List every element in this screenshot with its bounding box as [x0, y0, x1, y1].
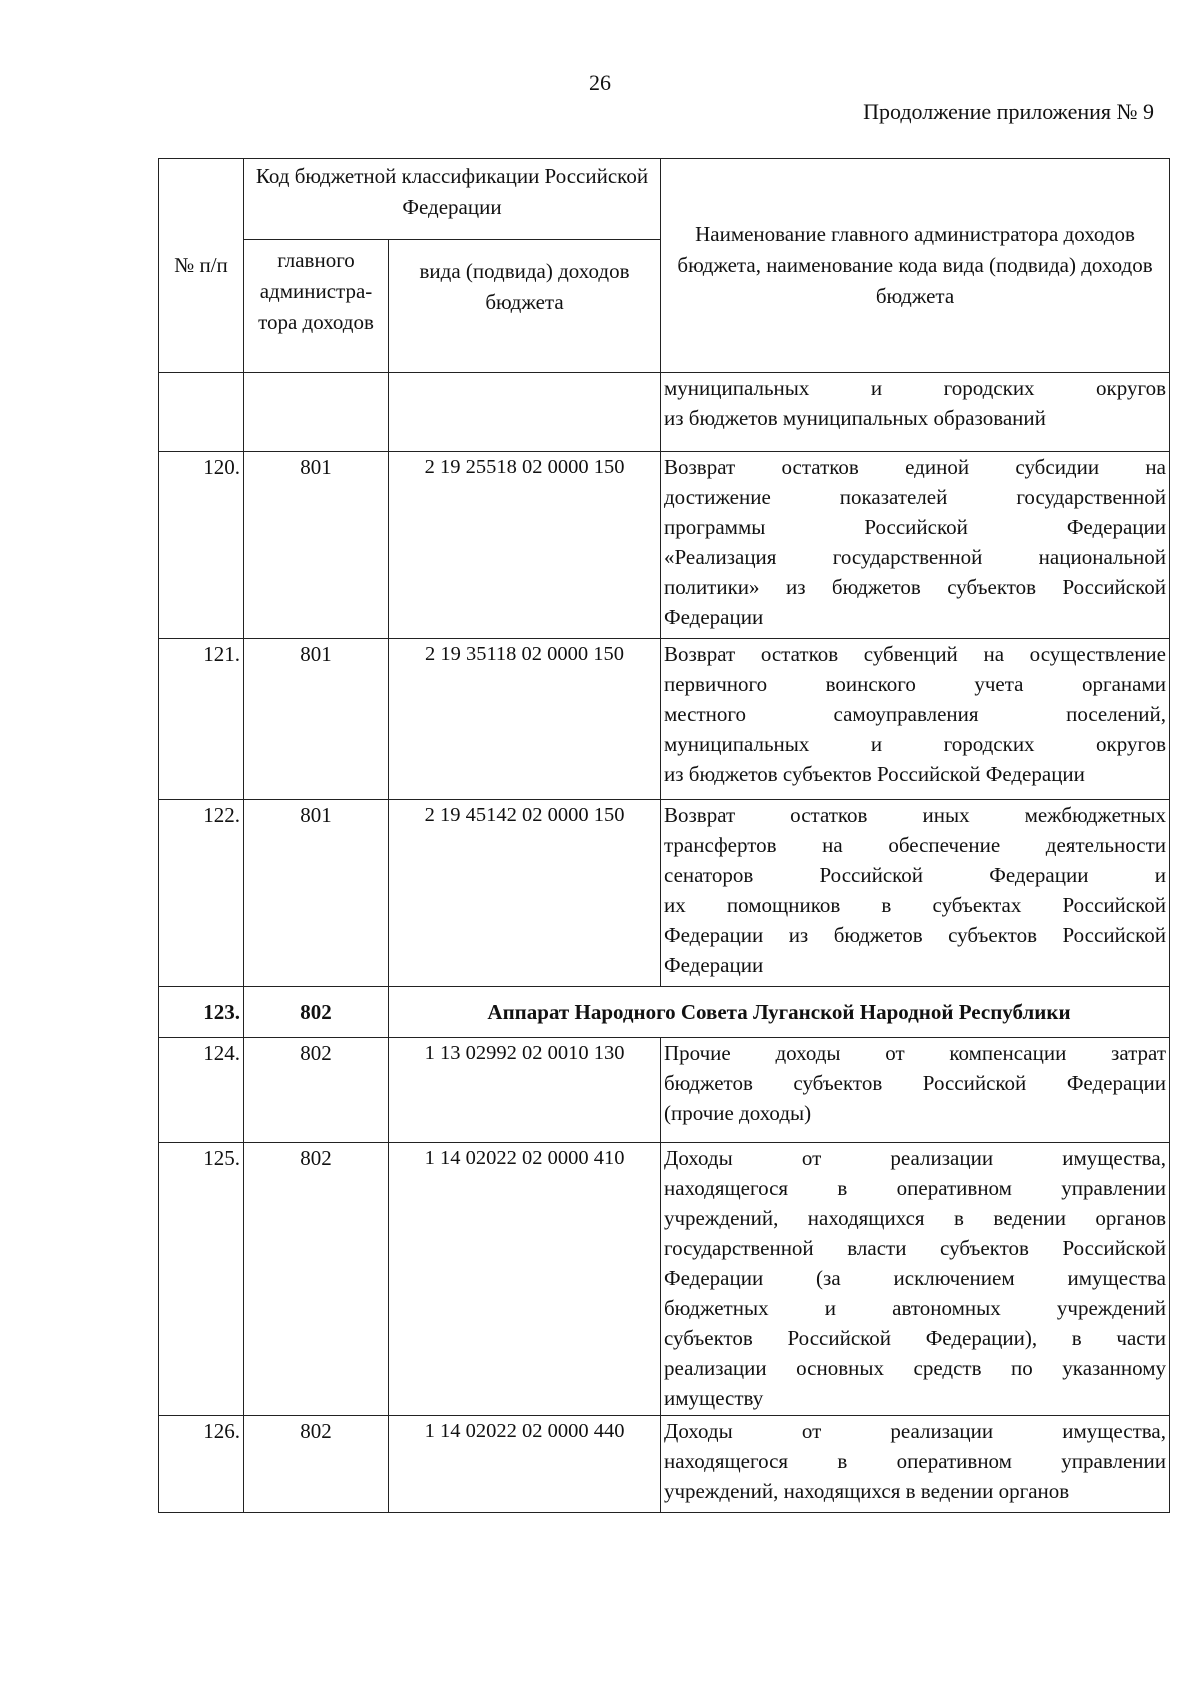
description-line: муниципальных и городских округов	[664, 376, 1166, 400]
row-description	[661, 373, 1170, 452]
description-line: Прочие доходы от компенсации затрат	[664, 1041, 1166, 1065]
table-row	[159, 1038, 1170, 1143]
table-header-row	[159, 159, 1170, 240]
row-revenue-code: 2 19 25518 02 0000 150	[389, 452, 661, 639]
row-number: 125.	[159, 1143, 244, 1416]
row-revenue-code: 1 14 02022 02 0000 410	[389, 1143, 661, 1416]
description-line: находящегося в оперативном управлении	[664, 1449, 1166, 1473]
description-line: учреждений, находящихся в ведении органов	[664, 1206, 1166, 1230]
header-name: Наименование главного администратора доходов бюджета, наименование кода вида (подвида) доходов бюджета	[661, 159, 1170, 373]
description-line: Федерации	[664, 953, 764, 977]
description-line: находящегося в оперативном управлении	[664, 1176, 1166, 1200]
header-code: вида (подвида) доходов бюджета	[389, 240, 661, 373]
row-number	[159, 373, 244, 452]
row-number: 124.	[159, 1038, 244, 1143]
description-line: Доходы от реализации имущества,	[664, 1419, 1166, 1443]
description-line: реализации основных средств по указанному	[664, 1356, 1166, 1380]
header-code-group: Код бюджетной классификации Российской Федерации	[244, 159, 661, 240]
table-row	[159, 373, 1170, 452]
table-row	[159, 800, 1170, 987]
table-row	[159, 1143, 1170, 1416]
row-description	[661, 452, 1170, 639]
row-section-title: Аппарат Народного Совета Луганской Народной Республики	[389, 987, 1170, 1038]
description-line: муниципальных и городских округов	[664, 732, 1166, 756]
description-line: имуществу	[664, 1386, 764, 1410]
table-row	[159, 987, 1170, 1038]
description-line: Федерации	[664, 605, 764, 629]
description-line: «Реализация государственной национальной	[664, 545, 1166, 569]
table-row	[159, 452, 1170, 639]
description-line: трансфертов на обеспечение деятельности	[664, 833, 1166, 857]
page-number: 26	[589, 70, 611, 95]
description-line: Федерации из бюджетов субъектов Российской	[664, 923, 1166, 947]
row-admin-code: 801	[244, 800, 389, 987]
row-admin-code: 802	[244, 987, 389, 1038]
row-number: 126.	[159, 1416, 244, 1513]
row-revenue-code: 2 19 35118 02 0000 150	[389, 639, 661, 800]
description-line: их помощников в субъектах Российской	[664, 893, 1166, 917]
row-number: 120.	[159, 452, 244, 639]
description-line: Возврат остатков иных межбюджетных	[664, 803, 1166, 827]
row-admin-code: 801	[244, 639, 389, 800]
row-description	[661, 1038, 1170, 1143]
description-line: сенаторов Российской Федерации и	[664, 863, 1166, 887]
description-line: программы Российской Федерации	[664, 515, 1166, 539]
row-number: 123.	[159, 987, 244, 1038]
row-revenue-code	[389, 373, 661, 452]
row-revenue-code: 2 19 45142 02 0000 150	[389, 800, 661, 987]
row-description	[661, 639, 1170, 800]
description-line: государственной власти субъектов Российской	[664, 1236, 1166, 1260]
row-admin-code	[244, 373, 389, 452]
description-line: из бюджетов субъектов Российской Федерации	[664, 762, 1085, 786]
revenue-classification-table	[158, 158, 1170, 1513]
description-line: субъектов Российской Федерации), в части	[664, 1326, 1166, 1350]
description-line: из бюджетов муниципальных образований	[664, 406, 1046, 430]
description-line: бюджетных и автономных учреждений	[664, 1296, 1166, 1320]
row-revenue-code: 1 14 02022 02 0000 440	[389, 1416, 661, 1513]
row-description	[661, 800, 1170, 987]
description-line: Возврат остатков единой субсидии на	[664, 455, 1166, 479]
row-admin-code: 802	[244, 1143, 389, 1416]
header-num: № п/п	[159, 159, 244, 373]
header-admin: главного администра-тора доходов	[244, 240, 389, 373]
description-line: Федерации (за исключением имущества	[664, 1266, 1166, 1290]
row-description	[661, 1143, 1170, 1416]
description-line: учреждений, находящихся в ведении органов	[664, 1479, 1070, 1503]
row-number: 121.	[159, 639, 244, 800]
row-description	[661, 1416, 1170, 1513]
row-revenue-code: 1 13 02992 02 0010 130	[389, 1038, 661, 1143]
description-line: политики» из бюджетов субъектов Российской	[664, 575, 1166, 599]
description-line: первичного воинского учета органами	[664, 672, 1166, 696]
continuation-title: Продолжение приложения № 9	[863, 99, 1154, 124]
description-line: достижение показателей государственной	[664, 485, 1166, 509]
description-line: Доходы от реализации имущества,	[664, 1146, 1166, 1170]
table-row	[159, 639, 1170, 800]
row-number: 122.	[159, 800, 244, 987]
row-admin-code: 802	[244, 1038, 389, 1143]
description-line: бюджетов субъектов Российской Федерации	[664, 1071, 1166, 1095]
description-line: (прочие доходы)	[664, 1101, 812, 1125]
description-line: Возврат остатков субвенций на осуществление	[664, 642, 1166, 666]
description-line: местного самоуправления поселений,	[664, 702, 1166, 726]
table-row	[159, 1416, 1170, 1513]
row-admin-code: 801	[244, 452, 389, 639]
row-admin-code: 802	[244, 1416, 389, 1513]
